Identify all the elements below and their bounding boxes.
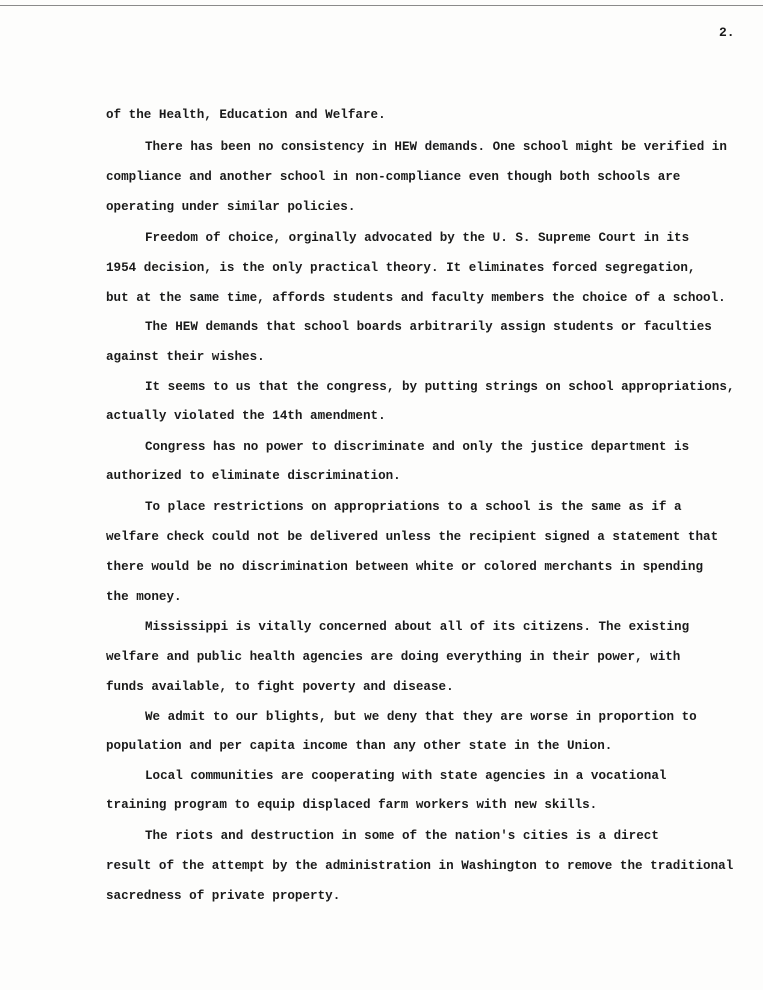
paragraph-first-line: We admit to our blights, but we deny that they are worse in proportion to	[145, 710, 697, 724]
text-line: result of the attempt by the administration in Washington to remove the traditional	[106, 859, 734, 873]
paragraph-first-line: The riots and destruction in some of the nation's cities is a direct	[145, 829, 659, 843]
paragraph-first-line: It seems to us that the congress, by putting strings on school appropriations,	[145, 380, 735, 394]
top-rule	[0, 5, 763, 6]
paragraph-first-line: Freedom of choice, orginally advocated by the U. S. Supreme Court in its	[145, 231, 690, 245]
page-number: 2.	[719, 25, 735, 40]
paragraph-first-line: Local communities are cooperating with state agencies in a vocational	[145, 769, 667, 783]
text-line: welfare and public health agencies are doing everything in their power, with	[106, 650, 681, 664]
text-line: there would be no discrimination between white or colored merchants in spending	[106, 560, 704, 574]
text-line: actually violated the 14th amendment.	[106, 409, 386, 423]
text-line: sacredness of private property.	[106, 889, 341, 903]
paragraph-first-line: Congress has no power to discriminate and only the justice department is	[145, 440, 690, 454]
text-line: operating under similar policies.	[106, 200, 356, 214]
paragraph-first-line: Mississippi is vitally concerned about all of its citizens. The existing	[145, 620, 690, 634]
text-line: of the Health, Education and Welfare.	[106, 108, 386, 122]
paragraph-first-line: There has been no consistency in HEW demands. One school might be verified in	[145, 140, 727, 154]
text-line: funds available, to fight poverty and disease.	[106, 680, 454, 694]
text-line: compliance and another school in non-compliance even though both schools are	[106, 170, 681, 184]
text-line: welfare check could not be delivered unless the recipient signed a statement that	[106, 530, 719, 544]
text-line: against their wishes.	[106, 350, 265, 364]
text-line: population and per capita income than any other state in the Union.	[106, 739, 613, 753]
text-line: the money.	[106, 590, 182, 604]
paragraph-first-line: To place restrictions on appropriations to a school is the same as if a	[145, 500, 682, 514]
paragraph-first-line: The HEW demands that school boards arbitrarily assign students or faculties	[145, 320, 712, 334]
text-line: but at the same time, affords students and faculty members the choice of a school.	[106, 291, 726, 305]
text-line: 1954 decision, is the only practical theory. It eliminates forced segregation,	[106, 261, 696, 275]
text-line: authorized to eliminate discrimination.	[106, 469, 401, 483]
text-line: training program to equip displaced farm workers with new skills.	[106, 798, 598, 812]
